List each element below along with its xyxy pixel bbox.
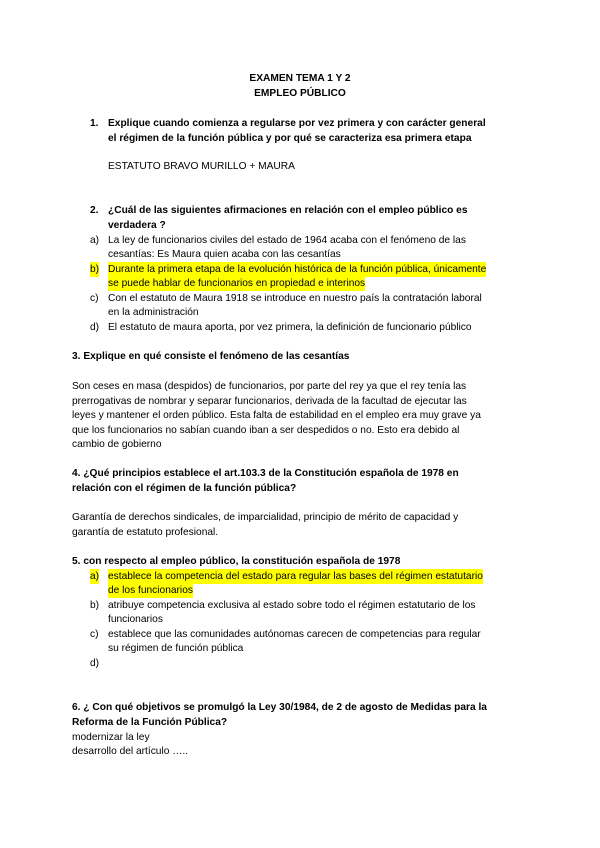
exam-subtitle: EMPLEO PÚBLICO: [254, 88, 346, 99]
q5-title: 5. con respecto al empleo público, la constitución española de 1978: [72, 556, 401, 567]
exam-title: EXAMEN TEMA 1 Y 2: [249, 73, 351, 84]
q5-option-c-line1: establece que las comunidades autónomas carecen de competencias para regular: [108, 629, 481, 640]
q2-text-line2: verdadera ?: [108, 220, 166, 231]
q5-option-c-letter: c): [90, 629, 99, 640]
q4-answer-line2: garantía de estatuto profesional.: [72, 527, 219, 538]
q5-option-b-line1: atribuye competencia exclusiva al estado sobre todo el régimen estatutario de los: [108, 600, 476, 611]
q2-number: 2.: [90, 205, 99, 216]
q2-option-b-line2: se puede hablar de funcionarios en propiedad e interinos: [108, 278, 366, 289]
q6-answer-line2: desarrollo del artículo …..: [72, 746, 189, 757]
q3-title: 3. Explique en qué consiste el fenómeno de las cesantías: [72, 351, 350, 362]
q5-option-a-letter: a): [90, 571, 100, 582]
q2-option-c-line2: en la administración: [108, 307, 199, 318]
q4-answer-line1: Garantía de derechos sindicales, de imparcialidad, principio de mérito de capacidad y: [72, 512, 459, 523]
q2-option-b-line1: Durante la primera etapa de la evolución histórica de la función pública, únicamente: [108, 264, 487, 275]
q2-option-b-letter: b): [90, 264, 100, 275]
q5-option-d-letter: d): [90, 658, 100, 669]
q1-text-line2: el régimen de la función pública y por qué se caracteriza esa primera etapa: [108, 133, 472, 144]
q2-option-a-letter: a): [90, 235, 100, 246]
q4-title-line2: relación con el régimen de la función pública?: [72, 483, 297, 494]
q1-text-line1: Explique cuando comienza a regularse por vez primera y con carácter general: [108, 118, 486, 129]
q2-text-line1: ¿Cuál de las siguientes afirmaciones en relación con el empleo público es: [108, 205, 468, 216]
q5-option-b-line2: funcionarios: [108, 614, 163, 625]
q6-title-line1: 6. ¿ Con qué objetivos se promulgó la Ley 30/1984, de 2 de agosto de Medidas para la: [72, 702, 487, 713]
q2-option-a-line2: cesantías: Es Maura quien acaba con las cesantías: [108, 249, 341, 260]
q2-option-a-line1: La ley de funcionarios civiles del estado de 1964 acaba con el fenómeno de las: [108, 235, 466, 246]
q4-title-line1: 4. ¿Qué principios establece el art.103.3 de la Constitución española de 1978 en: [72, 468, 459, 479]
q6-answer-line1: modernizar la ley: [72, 732, 150, 743]
q2-option-c-letter: c): [90, 293, 99, 304]
q3-answer-line: Son ceses en masa (despidos) de funcionarios, por parte del rey ya que el rey tenía las: [72, 381, 467, 392]
q1-number: 1.: [90, 118, 99, 129]
q2-option-d-line1: El estatuto de maura aporta, por vez primera, la definición de funcionario público: [108, 322, 472, 333]
q3-answer-line: cambio de gobierno: [72, 439, 162, 450]
q3-answer-line: que los funcionarios no sabían cuando iban a ser despedidos o no. Esto era debido al: [72, 425, 460, 436]
q2-option-c-line1: Con el estatuto de Maura 1918 se introduce en nuestro país la contratación laboral: [108, 293, 482, 304]
q5-option-a-line2: de los funcionarios: [108, 585, 193, 596]
q3-answer-line: leyes y mantener el orden público. Esta falta de estabilidad en el empleo era muy grave ya: [72, 410, 481, 421]
q5-option-b-letter: b): [90, 600, 100, 611]
q5-option-a-line1: establece la competencia del estado para regular las bases del régimen estatutario: [108, 571, 483, 582]
q5-option-c-line2: su régimen de función pública: [108, 643, 244, 654]
q2-option-d-letter: d): [90, 322, 100, 333]
q6-title-line2: Reforma de la Función Pública?: [72, 717, 228, 728]
q1-answer: ESTATUTO BRAVO MURILLO + MAURA: [108, 161, 295, 172]
q3-answer-line: prerrogativas de nombrar y separar funcionarios, derivada de la facultad de ejecutar las: [72, 396, 467, 407]
